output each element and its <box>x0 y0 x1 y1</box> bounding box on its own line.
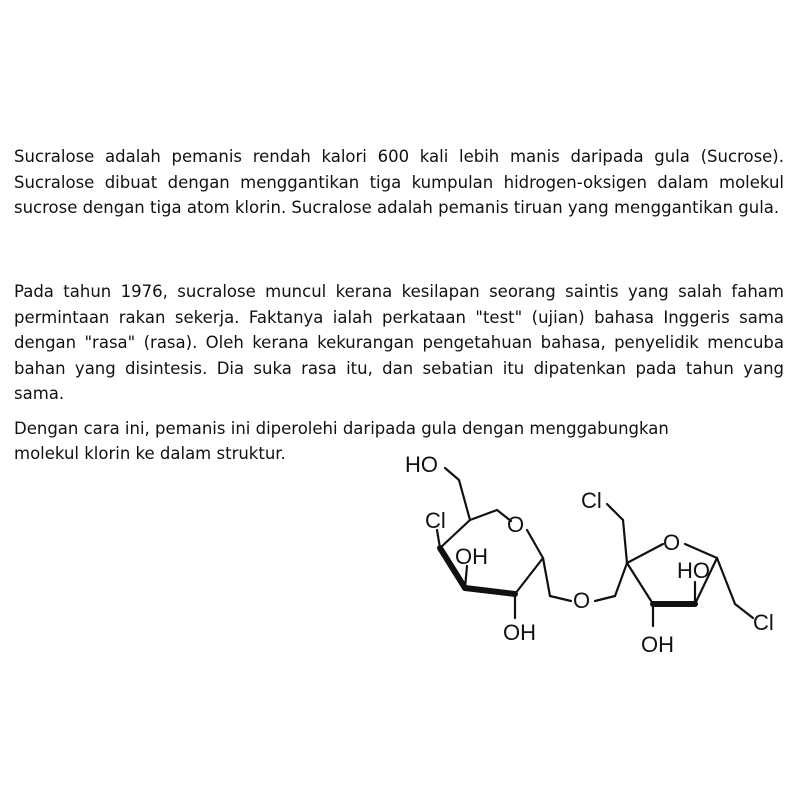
atom-label-oh-bottom-left: OH <box>503 620 536 645</box>
atom-label-o-ring-right: O <box>663 530 681 555</box>
atom-label-oh-inner: OH <box>455 544 488 569</box>
paragraph-sucralose-definition: Sucralose adalah pemanis rendah kalori 600 kali lebih manis daripada gula (Sucrose). Sucralose dibuat dengan menggantikan tiga kumpulan hidrogen-oksigen dalam molekul sucrose dengan tiga atom klorin. Sucralose adalah pemanis tiruan yang menggantikan gula. <box>14 147 784 217</box>
atom-label-o-ring-left: O <box>507 512 525 537</box>
paragraph-sucralose-method: Dengan cara ini, pemanis ini diperolehi daripada gula dengan menggabungkan <box>14 419 669 438</box>
atom-label-cl-right: Cl <box>753 610 774 635</box>
atom-label-cl-left: Cl <box>425 508 446 533</box>
paragraph-sucralose-history: Pada tahun 1976, sucralose muncul kerana kesilapan seorang saintis yang salah faham permintaan rakan sekerja. Faktanya ialah perkataan "test" (ujian) bahasa Inggeris sama dengan "rasa" (rasa). Oleh kerana kekurangan pengetahuan bahasa, penyelidik mencuba bahan yang disintesis. Dia suka rasa itu, dan sebatian itu dipatenkan pada tahun yang sama. <box>14 282 784 403</box>
atom-label-ho-inner: HO <box>677 558 710 583</box>
paragraph-sucralose-method-continued: molekul klorin ke dalam struktur. <box>14 444 286 463</box>
atom-label-cl-top: Cl <box>581 488 602 513</box>
sucralose-structure-diagram <box>395 448 790 668</box>
atom-label-ho-top: HO <box>405 452 438 477</box>
atom-label-o-bridge: O <box>573 588 591 613</box>
atom-label-oh-bottom-right: OH <box>641 632 674 657</box>
